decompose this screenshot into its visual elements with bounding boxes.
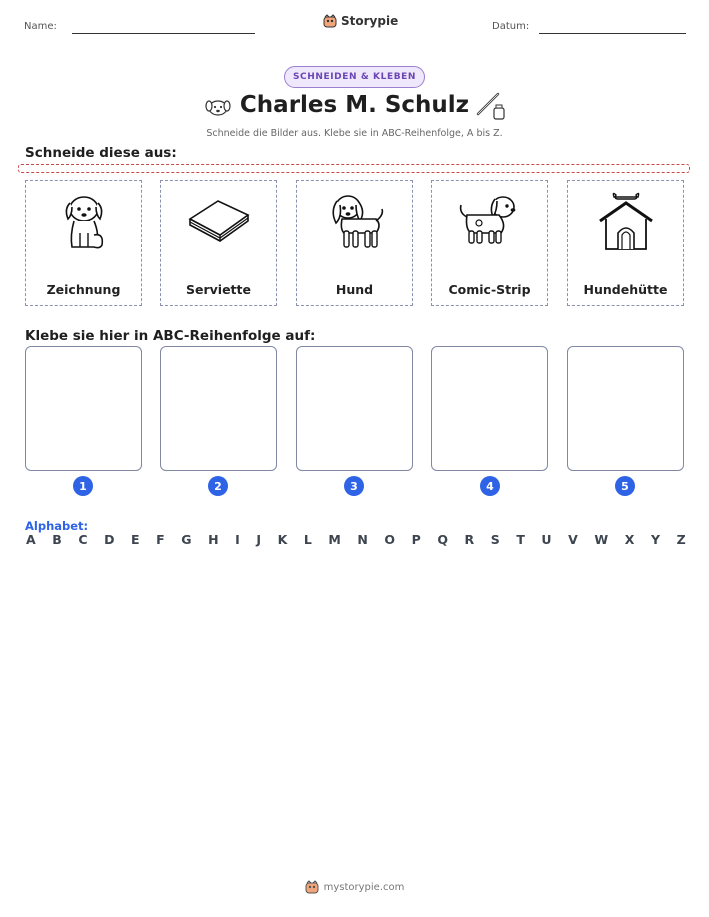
cut-line: [18, 164, 690, 173]
alphabet-letter: Z: [676, 532, 686, 547]
card-label: Zeichnung: [46, 282, 121, 297]
page-title: Charles M. Schulz: [239, 92, 470, 118]
alphabet-letter: F: [156, 532, 165, 547]
alphabet-letter: D: [104, 532, 115, 547]
alphabet-letter: B: [52, 532, 62, 547]
paste-box-2[interactable]: [160, 346, 277, 471]
card-label: Serviette: [186, 282, 251, 297]
alphabet-letter: K: [277, 532, 288, 547]
ink-pen-icon: [474, 90, 508, 122]
alphabet-letter: J: [256, 532, 261, 547]
footer-url[interactable]: mystorypie.com: [323, 881, 405, 893]
cut-card-serviette[interactable]: [160, 180, 277, 306]
brand-name: Storypie: [341, 14, 399, 28]
cut-card-comic-strip[interactable]: [431, 180, 548, 306]
paste-section-title: Klebe sie hier in ABC-Reihenfolge auf:: [25, 328, 316, 344]
alphabet-letter: V: [568, 532, 578, 547]
name-label: Name:: [24, 21, 57, 32]
alphabet-letter: T: [516, 532, 525, 547]
dog-icon: [320, 189, 390, 257]
paste-box-4[interactable]: [431, 346, 548, 471]
alphabet-row: [26, 532, 686, 547]
cut-card-zeichnung[interactable]: [25, 180, 142, 306]
cut-card-hundehuette[interactable]: [567, 180, 684, 306]
alphabet-letter: Q: [437, 532, 448, 547]
name-line[interactable]: [72, 33, 255, 34]
alphabet-letter: O: [384, 532, 396, 547]
alphabet-letter: A: [26, 532, 36, 547]
cut-card-hund[interactable]: [296, 180, 413, 306]
alphabet-letter: R: [464, 532, 475, 547]
alphabet-letter: S: [490, 532, 500, 547]
paste-box-1[interactable]: [25, 346, 142, 471]
alphabet-letter: N: [357, 532, 368, 547]
alphabet-letter: I: [235, 532, 240, 547]
paste-box-3[interactable]: [296, 346, 413, 471]
card-label: Comic-Strip: [448, 282, 531, 297]
footer: [0, 880, 709, 894]
date-label: Datum:: [492, 21, 530, 32]
sitting-puppy-icon: [52, 189, 116, 255]
napkin-icon: [184, 189, 254, 249]
alphabet-letter: Y: [650, 532, 660, 547]
slot-number: 1: [73, 476, 93, 496]
cut-section-title: Schneide diese aus:: [25, 145, 177, 161]
slot-number: 5: [615, 476, 635, 496]
brand-logo: [323, 14, 398, 28]
paste-box-5[interactable]: [567, 346, 684, 471]
activity-badge: SCHNEIDEN & KLEBEN: [284, 66, 425, 88]
alphabet-letter: E: [131, 532, 140, 547]
alphabet-letter: U: [541, 532, 552, 547]
alphabet-letter: X: [624, 532, 635, 547]
alphabet-letter: W: [594, 532, 609, 547]
instructions: Schneide die Bilder aus. Klebe sie in ABC-Reihenfolge, A bis Z.: [206, 128, 503, 139]
slot-number: 2: [208, 476, 228, 496]
date-line[interactable]: [539, 33, 686, 34]
alphabet-letter: P: [411, 532, 421, 547]
slot-number: 3: [344, 476, 364, 496]
alphabet-title: Alphabet:: [25, 519, 89, 533]
storypie-logo-icon: [323, 14, 337, 28]
alphabet-letter: C: [78, 532, 88, 547]
card-label: Hund: [335, 282, 374, 297]
cartoon-dog-icon: [455, 189, 525, 249]
alphabet-letter: G: [181, 532, 192, 547]
alphabet-letter: M: [328, 532, 341, 547]
alphabet-letter: H: [208, 532, 219, 547]
storypie-logo-icon: [305, 880, 319, 894]
card-label: Hundehütte: [583, 282, 668, 297]
slot-number: 4: [480, 476, 500, 496]
alphabet-letter: L: [303, 532, 312, 547]
doghouse-icon: [594, 189, 658, 255]
